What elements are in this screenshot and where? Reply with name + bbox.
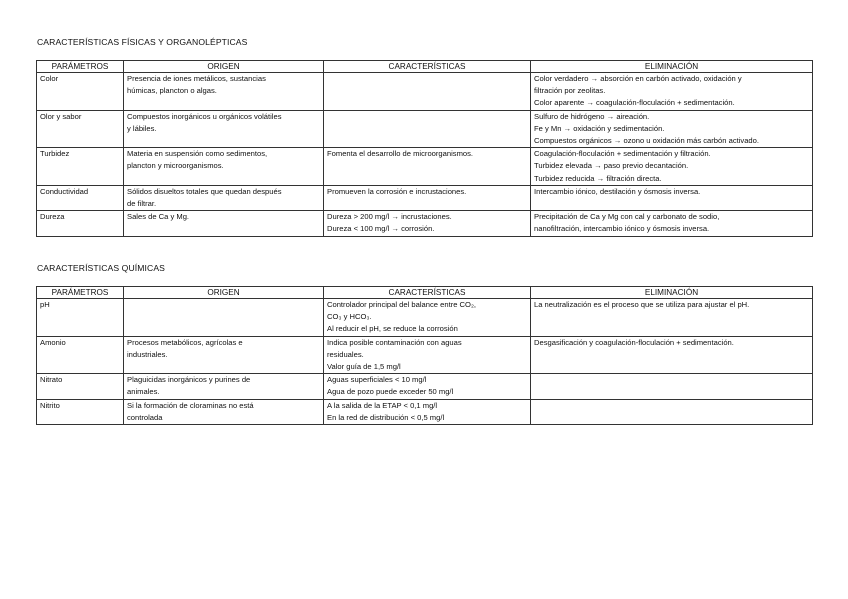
table-row: [37, 299, 813, 337]
column-header-caracteristicas: CARACTERÍSTICAS: [324, 61, 531, 73]
cell-text-line: A la salida de la ETAP < 0,1 mg/l: [327, 400, 438, 410]
cell-text-line: Aguas superficiales < 10 mg/l: [327, 375, 427, 385]
cell-text-line: Compuestos orgánicos → ozono u oxidación más carbón activado.: [534, 136, 759, 146]
table-header-row: [37, 287, 813, 299]
cell-text-line: Al reducir el pH, se reduce la corrosión: [327, 324, 458, 334]
cell-eliminacion: [531, 336, 813, 374]
cell-text-line: Presencia de iones metálicos, sustancias: [127, 74, 266, 83]
cell-parametro: [37, 73, 124, 111]
column-header-eliminacion: ELIMINACIÓN: [531, 61, 813, 73]
cell-text-line: Color aparente → coagulación-floculación + sedimentación.: [534, 98, 735, 108]
cell-text-line: Turbidez reducida → filtración directa.: [534, 173, 662, 183]
table-row: [37, 336, 813, 374]
cell-text-line: Dureza < 100 mg/l → corrosión.: [327, 224, 435, 234]
cell-caracteristicas: [324, 73, 531, 111]
cell-parametro: [37, 299, 124, 337]
cell-parametro: [37, 399, 124, 424]
cell-text-line: Indica posible contaminación con aguas: [327, 337, 462, 347]
cell-origen: [124, 336, 324, 374]
cell-text-line: Dureza > 200 mg/l → incrustaciones.: [327, 212, 452, 222]
cell-text-line: Conductividad: [40, 186, 89, 196]
cell-text-line: nanofiltración, intercambio iónico y ósmosis inversa.: [534, 224, 710, 234]
cell-text-line: Plaguicidas inorgánicos y purines de: [127, 375, 251, 385]
table-body-fisicas: [37, 73, 813, 237]
cell-caracteristicas: [324, 148, 531, 186]
cell-text-line: Turbidez: [40, 149, 70, 159]
cell-origen: [124, 73, 324, 111]
column-header-parametros: PARÁMETROS: [37, 287, 124, 299]
cell-caracteristicas: [324, 299, 531, 337]
column-header-eliminacion: ELIMINACIÓN: [531, 287, 813, 299]
table-header-row: [37, 61, 813, 73]
table-row: [37, 73, 813, 111]
cell-text-line: Valor guía de 1,5 mg/l: [327, 362, 401, 372]
table-row: [37, 374, 813, 399]
cell-text-line: filtración por zeolitas.: [534, 86, 606, 96]
column-header-parametros: PARÁMETROS: [37, 61, 124, 73]
table-body-quimicas: [37, 299, 813, 425]
cell-caracteristicas: [324, 399, 531, 424]
cell-parametro: [37, 374, 124, 399]
cell-text-line: Fomenta el desarrollo de microorganismos.: [327, 149, 474, 159]
cell-text-line: industriales.: [127, 349, 168, 359]
cell-text-line: Fe y Mn → oxidación y sedimentación.: [534, 123, 665, 133]
cell-text-line: Color: [40, 74, 59, 83]
cell-caracteristicas: [324, 211, 531, 236]
cell-text-line: Dureza: [40, 212, 65, 222]
cell-text-line: controlada: [127, 412, 163, 422]
cell-text-line: Olor y sabor: [40, 111, 82, 121]
cell-parametro: [37, 336, 124, 374]
cell-origen: [124, 374, 324, 399]
cell-eliminacion: [531, 211, 813, 236]
section-title-quimicas: CARACTERÍSTICAS QUÍMICAS: [37, 263, 165, 273]
cell-caracteristicas: [324, 110, 531, 148]
table-quimicas: [36, 286, 813, 425]
cell-text-line: Compuestos inorgánicos u orgánicos volátiles: [127, 111, 282, 121]
cell-eliminacion: [531, 185, 813, 210]
cell-eliminacion: [531, 110, 813, 148]
cell-caracteristicas: [324, 374, 531, 399]
cell-text-line: plancton y microorganismos.: [127, 161, 224, 171]
cell-text-line: Controlador principal del balance entre CO₂,: [327, 300, 476, 309]
cell-eliminacion: [531, 73, 813, 111]
section-title-fisicas: CARACTERÍSTICAS FÍSICAS Y ORGANOLÉPTICAS: [37, 37, 248, 47]
cell-text-line: Turbidez elevada → paso previo decantación.: [534, 161, 689, 171]
cell-text-line: pH: [40, 300, 50, 309]
cell-origen: [124, 148, 324, 186]
cell-origen: [124, 185, 324, 210]
cell-text-line: Sales de Ca y Mg.: [127, 212, 190, 222]
cell-text-line: En la red de distribución < 0,5 mg/l: [327, 412, 445, 422]
cell-eliminacion: [531, 374, 813, 399]
cell-eliminacion: [531, 299, 813, 337]
cell-text-line: Sulfuro de hidrógeno → aireación.: [534, 111, 650, 121]
cell-parametro: [37, 185, 124, 210]
cell-text-line: Nitrito: [40, 400, 60, 410]
cell-origen: [124, 299, 324, 337]
table-row: [37, 148, 813, 186]
column-header-caracteristicas: CARACTERÍSTICAS: [324, 287, 531, 299]
cell-text-line: Sólidos disueltos totales que quedan después: [127, 186, 282, 196]
cell-caracteristicas: [324, 185, 531, 210]
cell-text-line: animales.: [127, 387, 160, 397]
cell-parametro: [37, 148, 124, 186]
cell-text-line: Coagulación-floculación + sedimentación y filtración.: [534, 149, 711, 159]
cell-text-line: Promueven la corrosión e incrustaciones.: [327, 186, 467, 196]
cell-parametro: [37, 110, 124, 148]
cell-origen: [124, 110, 324, 148]
table-row: [37, 211, 813, 236]
cell-text-line: Precipitación de Ca y Mg con cal y carbonato de sodio,: [534, 212, 720, 222]
table-row: [37, 110, 813, 148]
table-fisicas: [36, 60, 813, 237]
cell-text-line: Intercambio iónico, destilación y ósmosis inversa.: [534, 186, 701, 196]
cell-text-line: de filtrar.: [127, 199, 157, 209]
cell-text-line: CO₃ y HCO₃.: [327, 312, 372, 322]
cell-text-line: Amonio: [40, 337, 66, 347]
cell-text-line: húmicas, plancton o algas.: [127, 86, 217, 96]
cell-text-line: Color verdadero → absorción en carbón activado, oxidación y: [534, 74, 742, 83]
cell-text-line: Agua de pozo puede exceder 50 mg/l: [327, 387, 454, 397]
cell-eliminacion: [531, 399, 813, 424]
cell-text-line: Si la formación de cloraminas no está: [127, 400, 254, 410]
cell-text-line: Materia en suspensión como sedimentos,: [127, 149, 268, 159]
cell-caracteristicas: [324, 336, 531, 374]
cell-origen: [124, 399, 324, 424]
cell-text-line: La neutralización es el proceso que se utiliza para ajustar el pH.: [534, 300, 750, 309]
cell-text-line: Nitrato: [40, 375, 63, 385]
table-row: [37, 399, 813, 424]
cell-text-line: Desgasificación y coagulación-floculación + sedimentación.: [534, 337, 734, 347]
table-row: [37, 185, 813, 210]
column-header-origen: ORIGEN: [124, 287, 324, 299]
cell-parametro: [37, 211, 124, 236]
cell-origen: [124, 211, 324, 236]
cell-text-line: residuales.: [327, 349, 364, 359]
cell-eliminacion: [531, 148, 813, 186]
cell-text-line: y lábiles.: [127, 123, 157, 133]
column-header-origen: ORIGEN: [124, 61, 324, 73]
cell-text-line: Procesos metabólicos, agrícolas e: [127, 337, 243, 347]
